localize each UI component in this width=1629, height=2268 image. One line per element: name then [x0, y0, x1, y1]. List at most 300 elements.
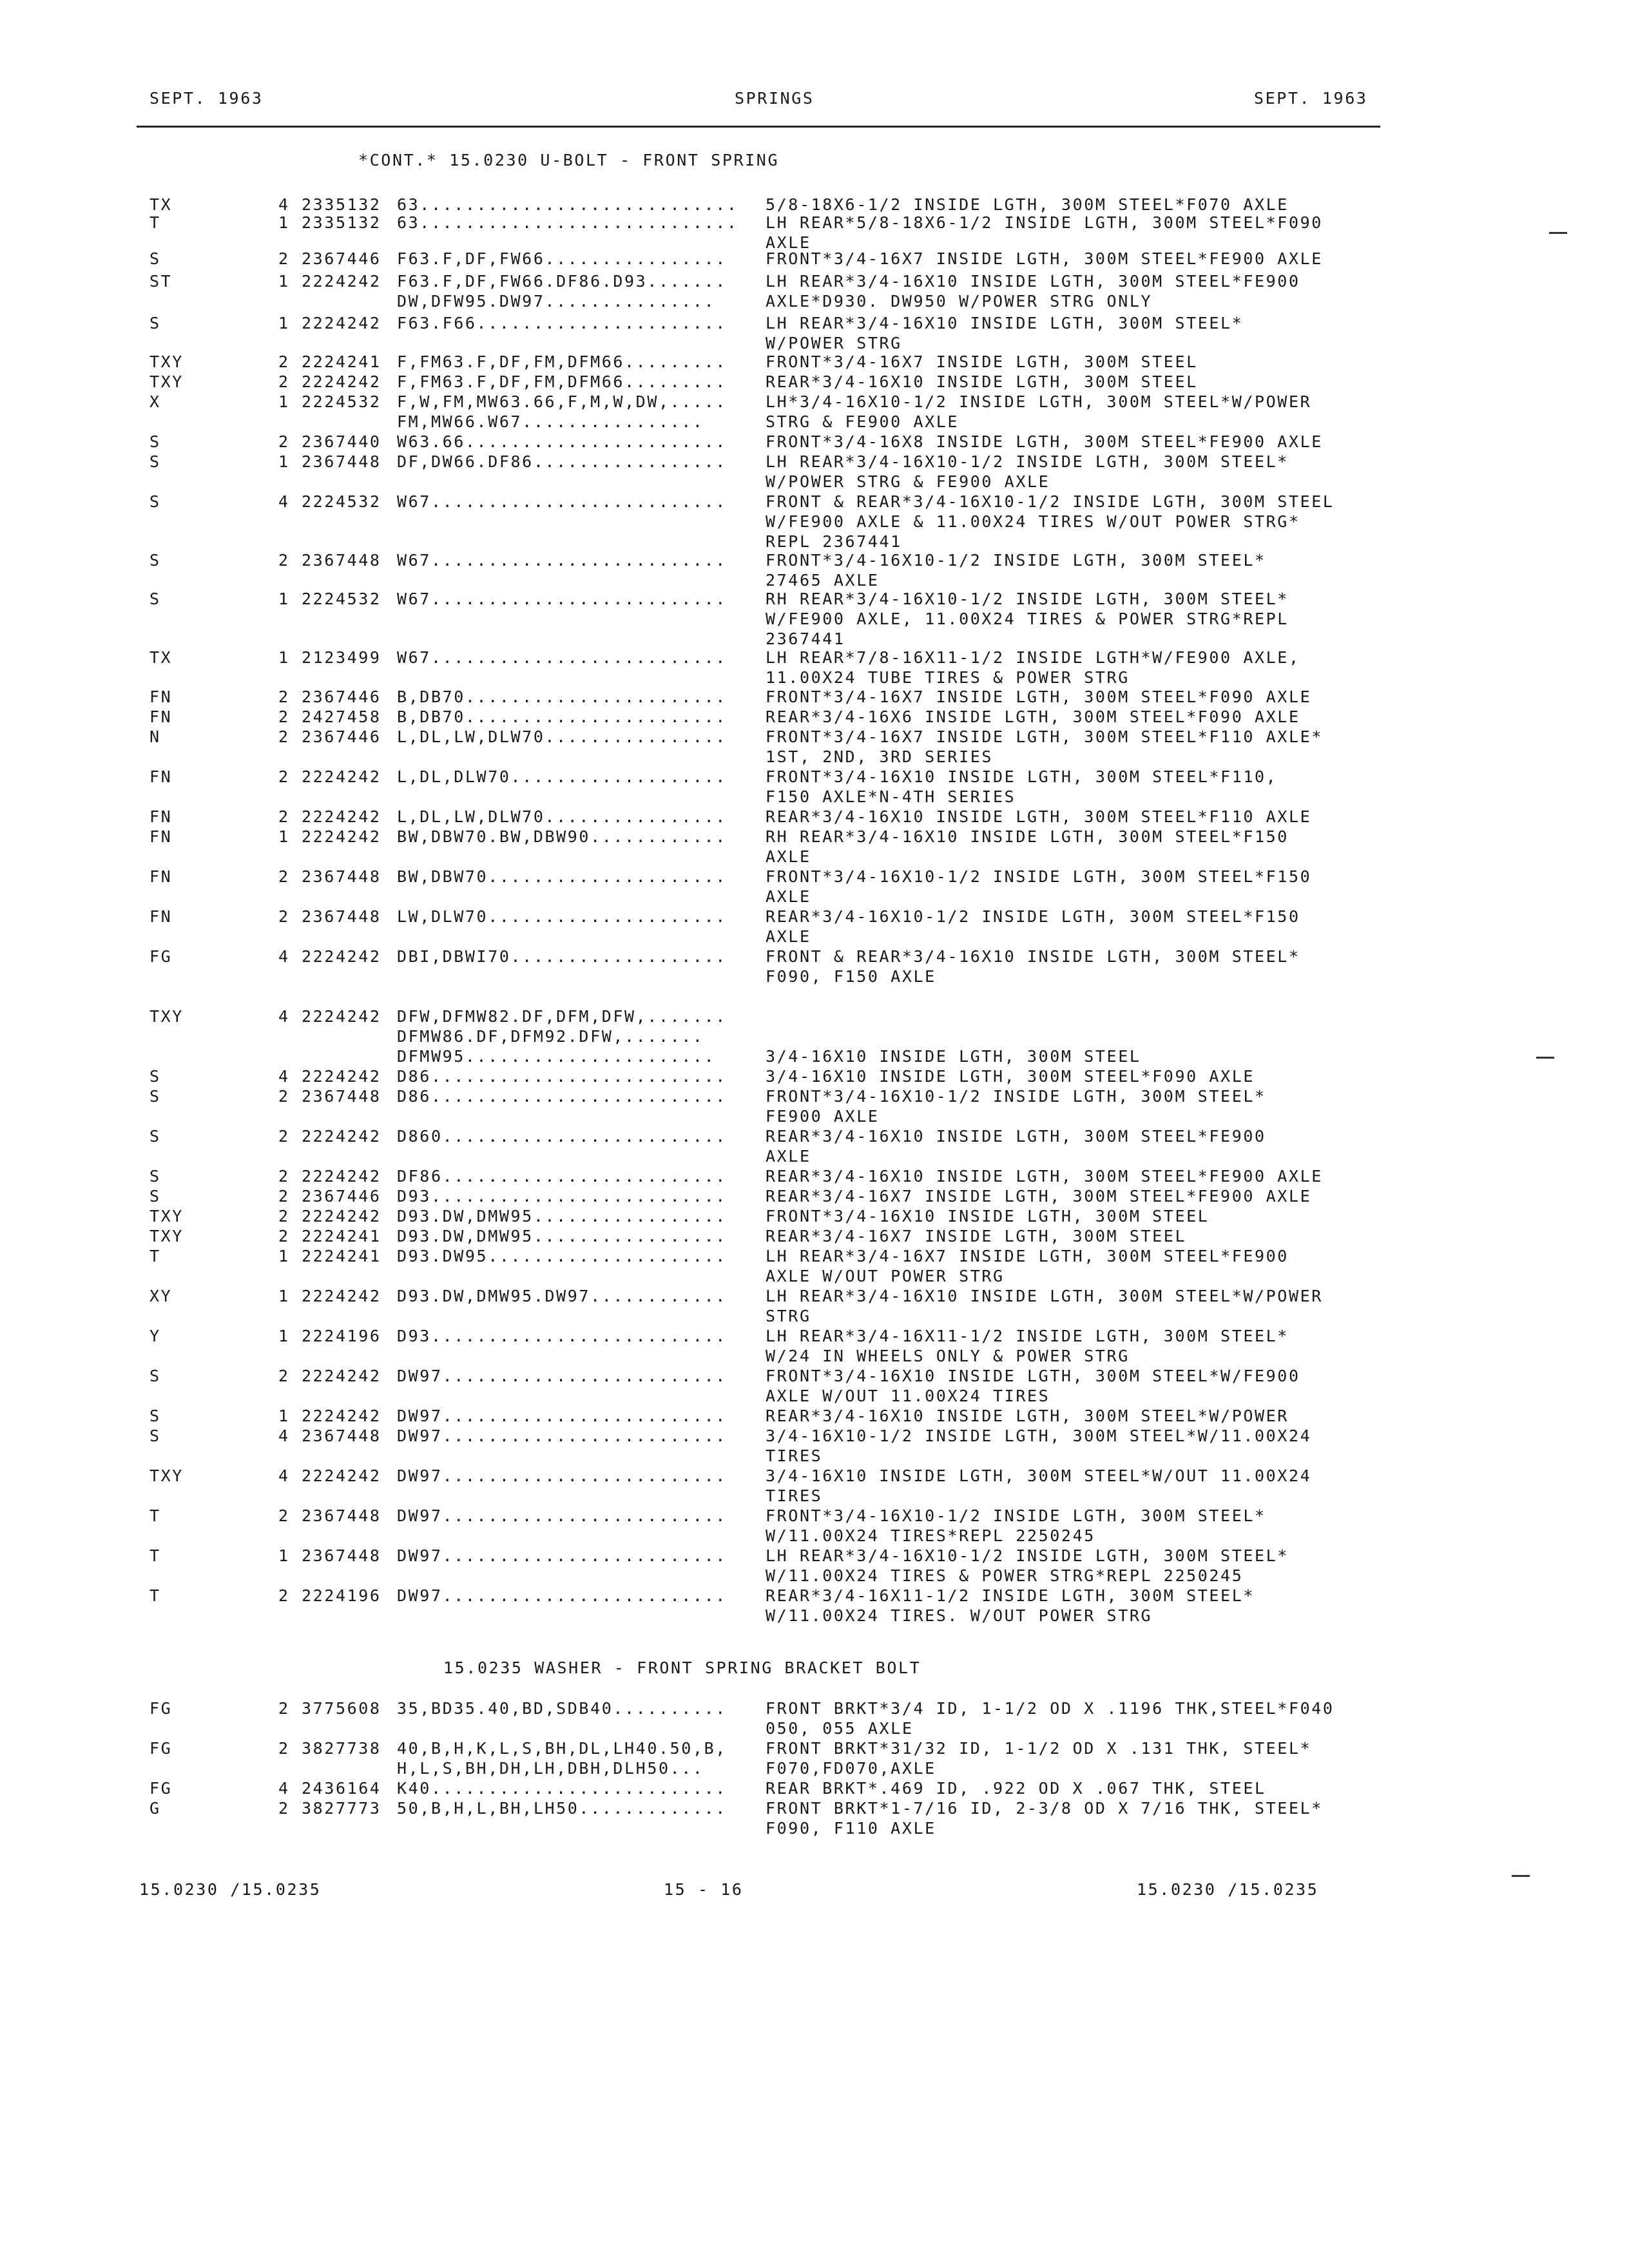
series-code: T: [149, 1247, 161, 1265]
quantity: 1: [278, 1407, 290, 1425]
description-line: 5/8-18X6-1/2 INSIDE LGTH, 300M STEEL*F070 AXLE: [766, 195, 1289, 214]
part-number: 2224242: [302, 1367, 381, 1385]
part-number: 2224241: [302, 1247, 381, 1265]
series-code: FG: [149, 1699, 173, 1718]
description-line: FRONT BRKT*31/32 ID, 1-1/2 OD X .131 THK, STEEL*: [766, 1739, 1312, 1758]
model-line: D93..........................: [397, 1187, 727, 1206]
series-code: TXY: [149, 1007, 184, 1026]
quantity: 4: [278, 1779, 290, 1798]
series-code: S: [149, 590, 161, 608]
description: [766, 727, 1323, 767]
series-code: ST: [149, 272, 173, 291]
description: [766, 1206, 1209, 1226]
model-line: H,L,S,BH,DH,LH,DBH,DLH50...: [397, 1759, 704, 1778]
series-code: FN: [149, 827, 173, 846]
model-line: D93.DW95.....................: [397, 1247, 727, 1265]
description-line: TIRES: [766, 1486, 823, 1505]
description-line: FRONT*3/4-16X10-1/2 INSIDE LGTH, 300M STEEL*: [766, 1087, 1266, 1106]
part-number: 2367448: [302, 907, 381, 926]
model-line: 40,B,H,K,L,S,BH,DL,LH40.50,B,: [397, 1739, 727, 1758]
model-line: DF86.........................: [397, 1167, 727, 1186]
quantity: 4: [278, 1466, 290, 1485]
description: [766, 947, 1300, 986]
part-number: 3827773: [302, 1799, 381, 1818]
model-list: [397, 1226, 727, 1246]
model-line: W67..........................: [397, 551, 727, 570]
model-line: DW97.........................: [397, 1546, 727, 1565]
header-date-left: SEPT. 1963: [149, 89, 264, 108]
description-line: 3/4-16X10-1/2 INSIDE LGTH, 300M STEEL*W/11.00X24: [766, 1427, 1312, 1445]
description-line: 050, 055 AXLE: [766, 1719, 914, 1738]
description-line: 3/4-16X10 INSIDE LGTH, 300M STEEL*W/OUT 11.00X24: [766, 1466, 1312, 1485]
description-line: REAR BRKT*.469 ID, .922 OD X .067 THK, STEEL: [766, 1779, 1266, 1798]
series-code: TXY: [149, 1227, 184, 1245]
model-list: [397, 352, 727, 372]
part-number: 2436164: [302, 1779, 381, 1798]
part-number: 2367448: [302, 1427, 381, 1445]
quantity: 1: [278, 272, 290, 291]
series-code: S: [149, 452, 161, 471]
model-line: L,DL,LW,DLW70................: [397, 807, 727, 826]
margin-mark: [1536, 1057, 1554, 1059]
model-list: [397, 1186, 727, 1206]
part-number: 2224242: [302, 1466, 381, 1485]
description-line: REAR*3/4-16X7 INSIDE LGTH, 300M STEEL: [766, 1227, 1187, 1245]
description: [766, 432, 1323, 452]
quantity: 2: [278, 1127, 290, 1146]
model-line: DW97.........................: [397, 1367, 727, 1385]
model-line: F,W,FM,MW63.66,F,M,W,DW,.....: [397, 392, 727, 411]
description: [766, 249, 1323, 269]
description-line: REAR*3/4-16X10-1/2 INSIDE LGTH, 300M STEEL*F150: [766, 907, 1300, 926]
description: [766, 1426, 1311, 1466]
model-line: K40..........................: [397, 1779, 727, 1798]
description-line: FRONT*3/4-16X10-1/2 INSIDE LGTH, 300M STEEL*: [766, 551, 1266, 570]
model-line: D93..........................: [397, 1327, 727, 1345]
quantity: 1: [278, 590, 290, 608]
part-number: 2224242: [302, 1407, 381, 1425]
description-line: AXLE: [766, 887, 811, 906]
description: [766, 1166, 1323, 1186]
description-line: W/11.00X24 TIRES*REPL 2250245: [766, 1526, 1095, 1545]
model-list: [397, 1006, 727, 1066]
section-title: *CONT.* 15.0230 U-BOLT - FRONT SPRING: [358, 151, 780, 169]
model-line: 63............................: [397, 213, 738, 232]
description-line: AXLE*D930. DW950 W/POWER STRG ONLY: [766, 292, 1153, 311]
description-line: FRONT*3/4-16X7 INSIDE LGTH, 300M STEEL*F110 AXLE*: [766, 727, 1323, 746]
part-number: 2224532: [302, 590, 381, 608]
part-number: 2224242: [302, 807, 381, 826]
description-line: REAR*3/4-16X7 INSIDE LGTH, 300M STEEL*FE900 AXLE: [766, 1187, 1312, 1206]
series-code: T: [149, 213, 161, 232]
part-number: 2224242: [302, 1067, 381, 1086]
model-list: [397, 727, 727, 747]
quantity: 1: [278, 1546, 290, 1565]
description: [766, 1738, 1311, 1778]
model-line: DW97.........................: [397, 1407, 727, 1425]
description-line: LH REAR*3/4-16X10-1/2 INSIDE LGTH, 300M STEEL*: [766, 452, 1289, 471]
series-code: FG: [149, 1739, 173, 1758]
description-line: FRONT*3/4-16X10 INSIDE LGTH, 300M STEEL*F110,: [766, 767, 1278, 786]
series-code: FG: [149, 1779, 173, 1798]
description-line: W/11.00X24 TIRES & POWER STRG*REPL 2250245: [766, 1566, 1244, 1585]
description: [766, 767, 1277, 807]
model-list: [397, 1406, 727, 1426]
description: [766, 550, 1266, 590]
part-number: 2335132: [302, 195, 381, 214]
model-line: W67..........................: [397, 492, 727, 511]
series-code: T: [149, 1586, 161, 1605]
quantity: 2: [278, 1699, 290, 1718]
description-line: AXLE W/OUT 11.00X24 TIRES: [766, 1387, 1050, 1405]
series-code: S: [149, 492, 161, 511]
model-line: 50,B,H,L,BH,LH50.............: [397, 1799, 727, 1818]
description-line: AXLE: [766, 1147, 811, 1166]
description: [766, 687, 1311, 707]
model-line: DBI,DBWI70...................: [397, 947, 727, 966]
part-number: 2224242: [302, 767, 381, 786]
series-code: TXY: [149, 1466, 184, 1485]
description: [766, 1186, 1311, 1206]
description: [766, 907, 1300, 947]
description: [766, 492, 1335, 552]
description-line: W/POWER STRG: [766, 334, 902, 352]
part-number: 2224196: [302, 1586, 381, 1605]
part-number: 2367440: [302, 432, 381, 451]
description-line: FRONT*3/4-16X7 INSIDE LGTH, 300M STEEL*FE900 AXLE: [766, 249, 1323, 268]
model-list: [397, 1798, 727, 1818]
part-number: 3775608: [302, 1699, 381, 1718]
description: [766, 707, 1300, 727]
description: [766, 648, 1300, 687]
quantity: 4: [278, 1067, 290, 1086]
part-number: 2224242: [302, 1207, 381, 1225]
description-line: STRG: [766, 1307, 811, 1325]
model-line: BW,DBW70.....................: [397, 867, 727, 886]
part-number: 2367448: [302, 551, 381, 570]
description: [766, 1586, 1255, 1626]
series-code: S: [149, 1367, 161, 1385]
description-line: F150 AXLE*N-4TH SERIES: [766, 787, 1016, 806]
series-code: S: [149, 1087, 161, 1106]
model-line: DFW,DFMW82.DF,DFM,DFW,.......: [397, 1007, 727, 1026]
quantity: 2: [278, 1506, 290, 1525]
model-list: [397, 589, 727, 609]
model-line: B,DB70.......................: [397, 687, 727, 706]
description-line: LH REAR*3/4-16X10-1/2 INSIDE LGTH, 300M STEEL*: [766, 1546, 1289, 1565]
description: [766, 589, 1289, 649]
series-code: N: [149, 727, 161, 746]
part-number: 2367446: [302, 1187, 381, 1206]
part-number: 2224242: [302, 314, 381, 332]
model-line: DFMW86.DF,DFM92.DFW,.......: [397, 1027, 704, 1046]
quantity: 2: [278, 687, 290, 706]
model-list: [397, 1426, 727, 1446]
model-line: D860.........................: [397, 1127, 727, 1146]
model-line: DFMW95......................: [397, 1047, 716, 1066]
quantity: 2: [278, 1207, 290, 1225]
series-code: S: [149, 1127, 161, 1146]
quantity: 2: [278, 1087, 290, 1106]
description-line: LH REAR*3/4-16X10 INSIDE LGTH, 300M STEEL*: [766, 314, 1244, 332]
description: [766, 313, 1243, 353]
part-number: 2224242: [302, 1287, 381, 1305]
series-code: S: [149, 1407, 161, 1425]
quantity: 4: [278, 947, 290, 966]
model-list: [397, 1546, 727, 1566]
quantity: 2: [278, 432, 290, 451]
description-line: FRONT*3/4-16X10-1/2 INSIDE LGTH, 300M STEEL*: [766, 1506, 1266, 1525]
series-code: S: [149, 1187, 161, 1206]
series-code: FN: [149, 907, 173, 926]
model-list: [397, 249, 727, 269]
model-list: [397, 867, 727, 887]
quantity: 1: [278, 1247, 290, 1265]
model-line: L,DL,DLW70...................: [397, 767, 727, 786]
footer-page-number: 15 - 16: [664, 1880, 744, 1899]
series-code: S: [149, 432, 161, 451]
description-line: FE900 AXLE: [766, 1107, 880, 1126]
description: [766, 1366, 1300, 1406]
description-line: AXLE: [766, 927, 811, 946]
model-list: [397, 687, 727, 707]
description-line: TIRES: [766, 1446, 823, 1465]
model-list: [397, 767, 727, 787]
quantity: 2: [278, 767, 290, 786]
model-list: [397, 807, 727, 827]
model-list: [397, 1066, 727, 1086]
description-line: [766, 1006, 1141, 1026]
description-line: LH REAR*3/4-16X11-1/2 INSIDE LGTH, 300M STEEL*: [766, 1327, 1289, 1345]
series-code: FG: [149, 947, 173, 966]
quantity: 1: [278, 452, 290, 471]
model-list: [397, 907, 727, 927]
description: [766, 1286, 1323, 1326]
quantity: 2: [278, 807, 290, 826]
description-line: FRONT & REAR*3/4-16X10 INSIDE LGTH, 300M STEEL*: [766, 947, 1300, 966]
part-number: 2224242: [302, 1007, 381, 1026]
description: [766, 1506, 1266, 1546]
quantity: 1: [278, 1327, 290, 1345]
series-code: TXY: [149, 352, 184, 371]
header-date-right: SEPT. 1963: [1254, 89, 1368, 108]
quantity: 4: [278, 195, 290, 214]
quantity: 1: [278, 1287, 290, 1305]
quantity: 1: [278, 827, 290, 846]
model-list: [397, 827, 727, 847]
header-rule: [137, 126, 1380, 128]
description: [766, 1086, 1266, 1126]
model-line: D93.DW,DMW95.DW97............: [397, 1287, 727, 1305]
model-list: [397, 947, 727, 966]
model-line: F63.F66......................: [397, 314, 727, 332]
description-line: LH REAR*3/4-16X10 INSIDE LGTH, 300M STEEL*W/POWER: [766, 1287, 1323, 1305]
series-code: FN: [149, 707, 173, 726]
description-line: W/POWER STRG & FE900 AXLE: [766, 472, 1050, 491]
description: [766, 1326, 1289, 1366]
model-line: DW97.........................: [397, 1506, 727, 1525]
part-number: 2224196: [302, 1327, 381, 1345]
model-list: [397, 432, 727, 452]
model-list: [397, 1698, 727, 1718]
description: [766, 807, 1311, 827]
model-list: [397, 550, 727, 570]
model-line: DW97.........................: [397, 1586, 727, 1605]
description-line: FRONT*3/4-16X10-1/2 INSIDE LGTH, 300M STEEL*F150: [766, 867, 1312, 886]
model-list: [397, 1778, 727, 1798]
series-code: XY: [149, 1287, 173, 1305]
model-line: 35,BD35.40,BD,SDB40..........: [397, 1699, 727, 1718]
model-line: F63.F,DF,FW66.DF86.D93.......: [397, 272, 727, 291]
description-line: FRONT*3/4-16X10 INSIDE LGTH, 300M STEEL: [766, 1207, 1210, 1225]
description-line: 11.00X24 TUBE TIRES & POWER STRG: [766, 668, 1130, 687]
quantity: 2: [278, 352, 290, 371]
model-list: [397, 1246, 727, 1266]
quantity: 2: [278, 372, 290, 391]
description: [766, 1126, 1266, 1166]
quantity: 2: [278, 1367, 290, 1385]
description-line: W/FE900 AXLE, 11.00X24 TIRES & POWER STRG*REPL: [766, 610, 1289, 628]
model-list: [397, 707, 727, 727]
description-line: LH REAR*7/8-16X11-1/2 INSIDE LGTH*W/FE900 AXLE,: [766, 648, 1300, 667]
quantity: 2: [278, 1586, 290, 1605]
description: [766, 271, 1300, 311]
series-code: TX: [149, 648, 173, 667]
part-number: 2224242: [302, 372, 381, 391]
series-code: Y: [149, 1327, 161, 1345]
quantity: 1: [278, 314, 290, 332]
series-code: S: [149, 314, 161, 332]
description-line: F090, F150 AXLE: [766, 967, 936, 986]
quantity: 1: [278, 648, 290, 667]
part-number: 2224241: [302, 1227, 381, 1245]
part-number: 2224242: [302, 827, 381, 846]
section-title: 15.0235 WASHER - FRONT SPRING BRACKET BOLT: [443, 1658, 921, 1677]
model-list: [397, 1326, 727, 1346]
margin-mark: [1512, 1875, 1530, 1877]
series-code: X: [149, 392, 161, 411]
quantity: 2: [278, 1187, 290, 1206]
description-line: LH REAR*5/8-18X6-1/2 INSIDE LGTH, 300M STEEL*F090: [766, 213, 1323, 232]
description-line: F070,FD070,AXLE: [766, 1759, 936, 1778]
series-code: T: [149, 1506, 161, 1525]
quantity: 2: [278, 551, 290, 570]
description-line: REAR*3/4-16X10 INSIDE LGTH, 300M STEEL*FE900 AXLE: [766, 1167, 1323, 1186]
model-list: [397, 1206, 727, 1226]
model-line: W67..........................: [397, 590, 727, 608]
model-line: LW,DLW70.....................: [397, 907, 727, 926]
series-code: FN: [149, 767, 173, 786]
description-line: FRONT*3/4-16X8 INSIDE LGTH, 300M STEEL*FE900 AXLE: [766, 432, 1323, 451]
part-number: 2367448: [302, 1087, 381, 1106]
quantity: 2: [278, 1799, 290, 1818]
part-number: 2367446: [302, 727, 381, 746]
quantity: 4: [278, 492, 290, 511]
description: [766, 1546, 1289, 1586]
model-line: DF,DW66.DF86.................: [397, 452, 727, 471]
description: [766, 1226, 1186, 1246]
description-line: STRG & FE900 AXLE: [766, 412, 959, 431]
model-line: DW97.........................: [397, 1427, 727, 1445]
quantity: 2: [278, 907, 290, 926]
description-line: W/FE900 AXLE & 11.00X24 TIRES W/OUT POWER STRG*: [766, 512, 1300, 531]
description: [766, 1466, 1311, 1506]
part-number: 2367448: [302, 1506, 381, 1525]
description: [766, 1066, 1255, 1086]
description: [766, 1798, 1323, 1838]
series-code: TX: [149, 195, 173, 214]
description-line: LH REAR*3/4-16X7 INSIDE LGTH, 300M STEEL*FE900: [766, 1247, 1289, 1265]
description: [766, 1006, 1141, 1066]
model-list: [397, 1466, 727, 1486]
description-line: LH*3/4-16X10-1/2 INSIDE LGTH, 300M STEEL*W/POWER: [766, 392, 1312, 411]
part-number: 2224241: [302, 352, 381, 371]
description-line: AXLE: [766, 233, 811, 252]
quantity: 2: [278, 1167, 290, 1186]
model-line: W63.66.......................: [397, 432, 727, 451]
series-code: S: [149, 1427, 161, 1445]
model-list: [397, 213, 738, 233]
quantity: 2: [278, 1227, 290, 1245]
model-line: B,DB70.......................: [397, 707, 727, 726]
quantity: 1: [278, 213, 290, 232]
part-number: 2427458: [302, 707, 381, 726]
description-line: 27465 AXLE: [766, 571, 880, 590]
description: [766, 352, 1198, 372]
description-line: LH REAR*3/4-16X10 INSIDE LGTH, 300M STEEL*FE900: [766, 272, 1300, 291]
description: [766, 1778, 1266, 1798]
model-line: D93.DW,DMW95.................: [397, 1207, 727, 1225]
description: [766, 452, 1289, 492]
description: [766, 392, 1311, 432]
description-line: REAR*3/4-16X6 INSIDE LGTH, 300M STEEL*F090 AXLE: [766, 707, 1300, 726]
model-list: [397, 648, 727, 668]
margin-mark: [1549, 232, 1567, 234]
description-line: REAR*3/4-16X11-1/2 INSIDE LGTH, 300M STEEL*: [766, 1586, 1255, 1605]
model-list: [397, 195, 738, 215]
description-line: 1ST, 2ND, 3RD SERIES: [766, 747, 994, 766]
part-number: 3827738: [302, 1739, 381, 1758]
series-code: S: [149, 1067, 161, 1086]
quantity: 4: [278, 1427, 290, 1445]
series-code: TXY: [149, 1207, 184, 1225]
model-line: DW,DFW95.DW97...............: [397, 292, 716, 311]
part-number: 2367448: [302, 867, 381, 886]
description-line: FRONT BRKT*3/4 ID, 1-1/2 OD X .1196 THK,STEEL*F040: [766, 1699, 1335, 1718]
description-line: FRONT*3/4-16X7 INSIDE LGTH, 300M STEEL: [766, 352, 1198, 371]
quantity: 1: [278, 392, 290, 411]
series-code: G: [149, 1799, 161, 1818]
series-code: FN: [149, 867, 173, 886]
quantity: 4: [278, 1007, 290, 1026]
model-line: 63............................: [397, 195, 738, 214]
description-line: REAR*3/4-16X10 INSIDE LGTH, 300M STEEL*W/POWER: [766, 1407, 1289, 1425]
part-number: 2367446: [302, 249, 381, 268]
quantity: 2: [278, 707, 290, 726]
model-line: DW97.........................: [397, 1466, 727, 1485]
description-line: FRONT BRKT*1-7/16 ID, 2-3/8 OD X 7/16 THK, STEEL*: [766, 1799, 1323, 1818]
footer-section-right: 15.0230 /15.0235: [1137, 1880, 1319, 1899]
series-code: S: [149, 249, 161, 268]
description-line: F090, F110 AXLE: [766, 1819, 936, 1838]
series-code: TXY: [149, 372, 184, 391]
part-number: 2224242: [302, 272, 381, 291]
model-line: D86..........................: [397, 1067, 727, 1086]
part-number: 2224242: [302, 947, 381, 966]
description-line: 2367441: [766, 629, 845, 648]
model-line: F,FM63.F,DF,FM,DFM66.........: [397, 372, 727, 391]
part-number: 2335132: [302, 213, 381, 232]
